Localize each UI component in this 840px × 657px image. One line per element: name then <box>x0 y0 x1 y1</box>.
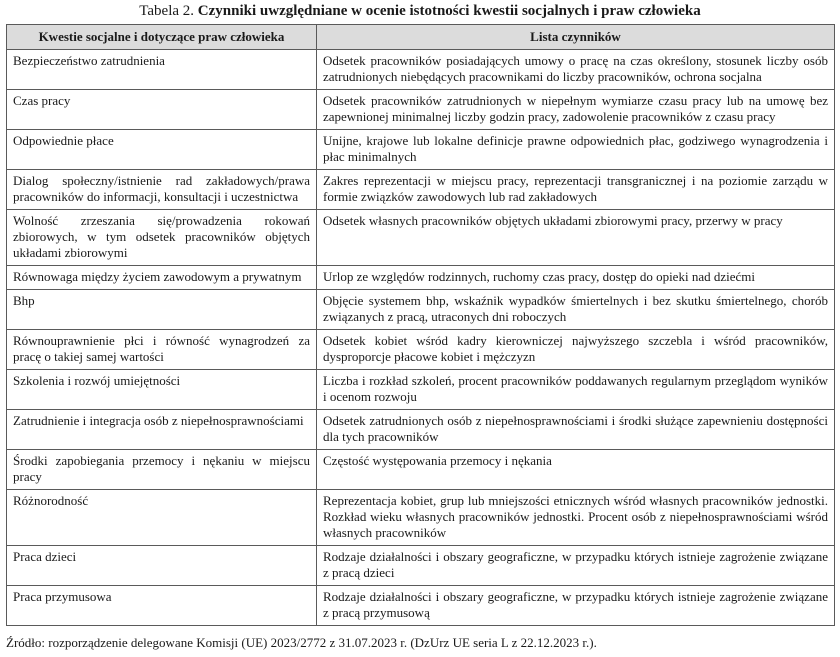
issue-cell: Równouprawnienie płci i równość wynagrodzeń za pracę o takiej samej wartości <box>7 330 317 370</box>
table-row <box>7 586 835 626</box>
issue-cell: Wolność zrzeszania się/prowadzenia rokowań zbiorowych, w tym odsetek pracowników objętych układami zbiorowymi <box>7 210 317 266</box>
factors-cell: Odsetek zatrudnionych osób z niepełnosprawnościami i środki służące zapewnieniu dostępności dla tych pracowników <box>317 410 835 450</box>
table-body <box>7 50 835 626</box>
column-header-factors: Lista czynników <box>317 25 835 50</box>
table-row <box>7 450 835 490</box>
source-note: Źródło: rozporządzenie delegowane Komisji (UE) 2023/2772 z 31.07.2023 r. (DzUrz UE seria L z 22.12.2023 r.). <box>6 635 597 650</box>
issue-cell: Równowaga między życiem zawodowym a prywatnym <box>7 266 317 290</box>
factors-cell: Rodzaje działalności i obszary geograficzne, w przypadku których istnieje zagrożenie związane z pracą dzieci <box>317 546 835 586</box>
issue-cell: Środki zapobiegania przemocy i nękaniu w miejscu pracy <box>7 450 317 490</box>
table-row <box>7 290 835 330</box>
table-caption <box>0 2 840 24</box>
issue-cell: Czas pracy <box>7 90 317 130</box>
caption-title: Czynniki uwzględniane w ocenie istotności kwestii socjalnych i praw człowieka <box>197 3 701 19</box>
caption-prefix: Tabela 2. <box>139 3 195 19</box>
factors-cell: Odsetek własnych pracowników objętych układami zbiorowymi pracy, przerwy w pracy <box>317 210 835 266</box>
table-row <box>7 210 835 266</box>
table-row <box>7 370 835 410</box>
table-row <box>7 546 835 586</box>
factors-cell: Częstość występowania przemocy i nękania <box>317 450 835 490</box>
column-header-issues: Kwestie socjalne i dotyczące praw człowieka <box>7 25 317 50</box>
table-row <box>7 410 835 450</box>
factors-table <box>6 24 835 626</box>
table-row <box>7 130 835 170</box>
table-row <box>7 90 835 130</box>
issue-cell: Odpowiednie płace <box>7 130 317 170</box>
issue-cell: Bhp <box>7 290 317 330</box>
issue-cell: Różnorodność <box>7 490 317 546</box>
factors-cell: Zakres reprezentacji w miejscu pracy, reprezentacji transgranicznej i na poziomie zarządu w formie związków zawodowych lub rad zakładowych <box>317 170 835 210</box>
factors-cell: Urlop ze względów rodzinnych, ruchomy czas pracy, dostęp do opieki nad dziećmi <box>317 266 835 290</box>
issue-cell: Dialog społeczny/istnienie rad zakładowych/prawa pracowników do informacji, konsultacji i uczestnictwa <box>7 170 317 210</box>
table-row <box>7 266 835 290</box>
table-header-row <box>7 25 835 50</box>
issue-cell: Bezpieczeństwo zatrudnienia <box>7 50 317 90</box>
issue-cell: Zatrudnienie i integracja osób z niepełnosprawnościami <box>7 410 317 450</box>
table-row <box>7 330 835 370</box>
table-row <box>7 490 835 546</box>
issue-cell: Praca przymusowa <box>7 586 317 626</box>
factors-cell: Unijne, krajowe lub lokalne definicje prawne odpowiednich płac, godziwego wynagrodzenia i płac minimalnych <box>317 130 835 170</box>
factors-cell: Odsetek pracowników posiadających umowy o pracę na czas określony, stosunek liczby osób zatrudnionych niebędących pracownikami do liczby pracowników, ochrona socjalna <box>317 50 835 90</box>
issue-cell: Szkolenia i rozwój umiejętności <box>7 370 317 410</box>
factors-cell: Odsetek kobiet wśród kadry kierowniczej najwyższego szczebla i wśród pracowników, dysproporcje płacowe kobiet i mężczyzn <box>317 330 835 370</box>
issue-cell: Praca dzieci <box>7 546 317 586</box>
table-row <box>7 50 835 90</box>
table-row <box>7 170 835 210</box>
factors-cell: Reprezentacja kobiet, grup lub mniejszości etnicznych wśród własnych pracowników jednostki. Rozkład wieku własnych pracowników jednostki. Procent osób z niepełnosprawnościami wśród własnych pracowników <box>317 490 835 546</box>
factors-cell: Objęcie systemem bhp, wskaźnik wypadków śmiertelnych i bez skutku śmiertelnego, chorób związanych z pracą, utraconych dni roboczych <box>317 290 835 330</box>
factors-cell: Odsetek pracowników zatrudnionych w niepełnym wymiarze czasu pracy lub na umowę bez zapewnionej minimalnej liczby godzin pracy, zadowolenie pracowników z czasu pracy <box>317 90 835 130</box>
factors-cell: Rodzaje działalności i obszary geograficzne, w przypadku których istnieje zagrożenie związane z pracą przymusową <box>317 586 835 626</box>
factors-cell: Liczba i rozkład szkoleń, procent pracowników poddawanych regularnym przeglądom wyników i ocenom rozwoju <box>317 370 835 410</box>
